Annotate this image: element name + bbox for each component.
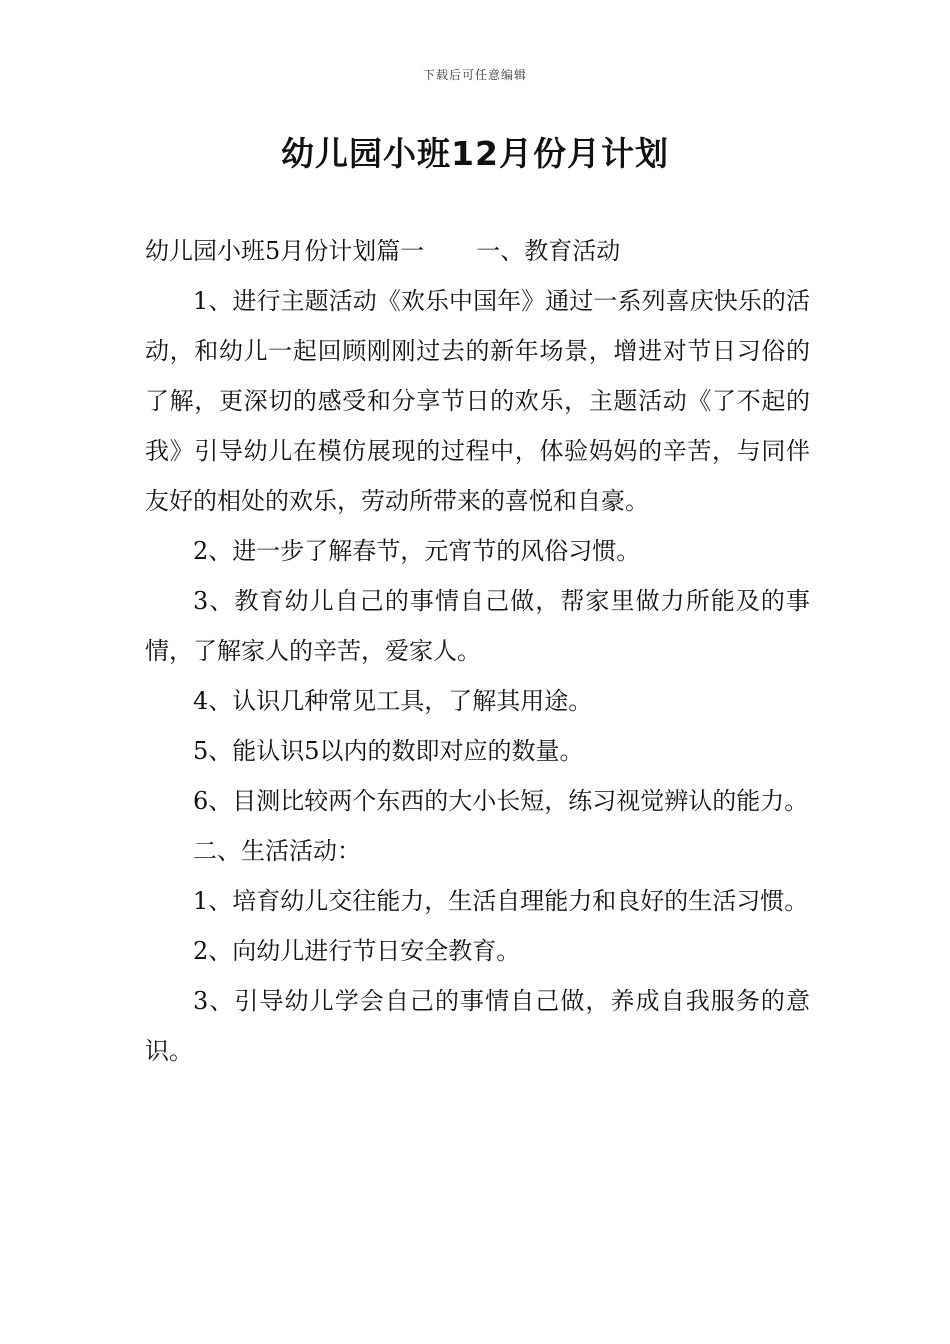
paragraph-education-5: 5、能认识5以内的数即对应的数量。 [193, 737, 584, 765]
paragraph-life-3: 3、引导幼儿学会自己的事情自己做，养成自我服务的意识。 [145, 987, 810, 1065]
section-heading-life: 二、生活活动： [193, 837, 361, 865]
paragraph-education-6: 6、目测比较两个东西的大小长短，练习视觉辨认的能力。 [193, 787, 809, 815]
section-heading-education: 一、教育活动 [476, 237, 621, 265]
header-note: 下载后可任意编辑 [422, 68, 527, 82]
paragraph-life-1: 1、培育幼儿交往能力，生活自理能力和良好的生活习惯。 [193, 887, 809, 915]
paragraph-education-4: 4、认识几种常见工具，了解其用途。 [193, 687, 593, 715]
paragraph-education-1: 1、进行主题活动《欢乐中国年》通过一系列喜庆快乐的活动，和幼儿一起回顾刚刚过去的新年场景，增进对节日习俗的了解，更深切的感受和分享节日的欢乐，主题活动《了不起的我》引导幼儿在模仿展现的过程中，体验妈妈的辛苦，与同伴友好的相处的欢乐，劳动所带来的喜悦和自豪。 [145, 287, 810, 515]
document-title: 幼儿园小班12月份月计划 [281, 134, 669, 173]
intro-line [145, 226, 810, 276]
paragraph-life-2: 2、向幼儿进行节日安全教育。 [193, 937, 521, 965]
document-body [145, 226, 810, 1076]
intro-gap [424, 226, 476, 276]
intro-subtitle: 幼儿园小班5月份计划篇一 [145, 237, 425, 265]
paragraph-education-3: 3、教育幼儿自己的事情自己做，帮家里做力所能及的事情，了解家人的辛苦，爱家人。 [145, 587, 810, 665]
paragraph-education-2: 2、进一步了解春节，元宵节的风俗习惯。 [193, 537, 641, 565]
